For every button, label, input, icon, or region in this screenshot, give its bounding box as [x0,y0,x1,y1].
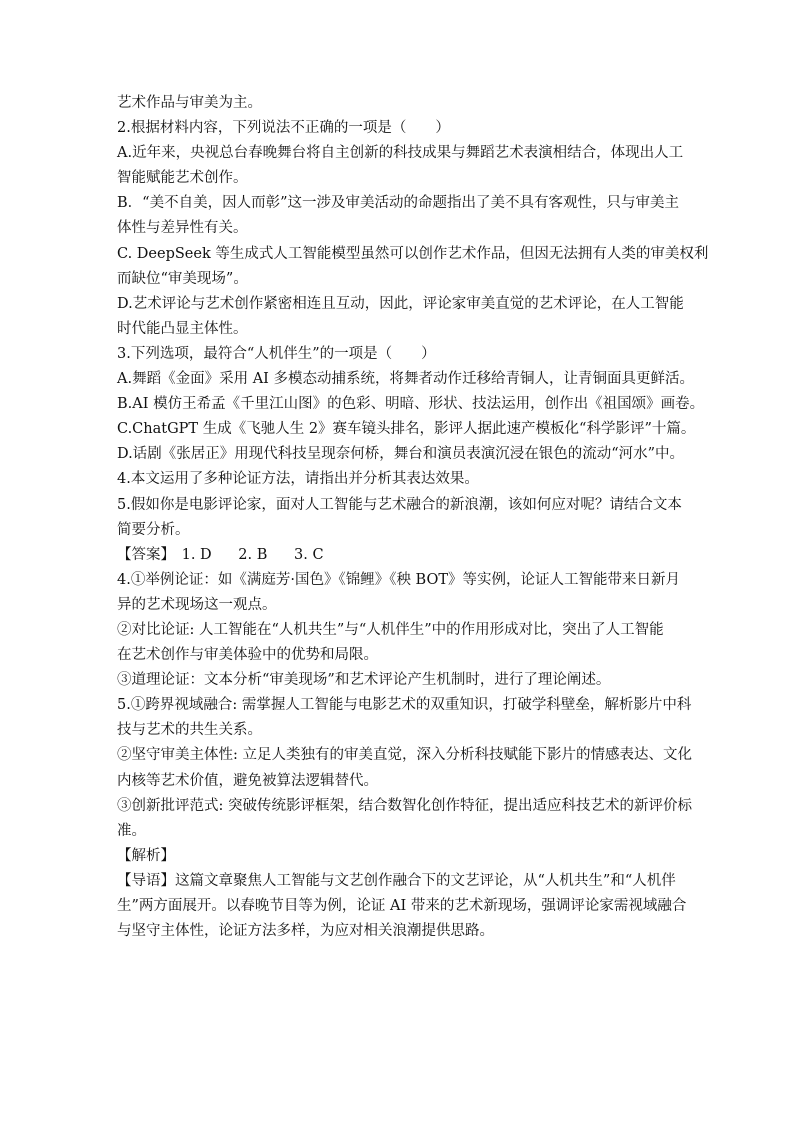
text-line: ②对比论证: 人工智能在“人机共生”与“人机伴生”中的作用形成对比，突出了人工智能 [117,621,664,638]
answer-row [117,543,682,568]
document-page [117,91,709,944]
text-line: 体性与差异性有关。 [117,220,248,237]
text-line: D.艺术评论与艺术创作紧密相连且互动，因此，评论家审美直觉的艺术评论，在人工智能 [117,295,684,312]
question-text [117,91,709,543]
text-line: C. DeepSeek 等生成式人工智能模型虽然可以创作艺术作品，但因无法拥有人类的审美权利 [117,245,709,262]
text-line: D.话剧《张居正》用现代科技呈现奈何桥，舞台和演员表演沉浸在银色的流动“河水”中。 [117,446,685,463]
answer-explanation-text [117,568,692,944]
text-line: 艺术作品与审美为主。 [117,95,262,111]
text-line: 3.下列选项，最符合“人机伴生”的一项是（ ） [117,345,436,362]
text-line: 4.①举例论证：如《满庭芳·国色》《锦鲤》《秧 BOT》等实例，论证人工智能带来日新月 [117,571,681,588]
text-line: A.舞蹈《金面》采用 AI 多模态动捕系统，将舞者动作迁移给青铜人，让青铜面具更鲜活。 [117,371,694,388]
text-line: 5.①跨界视域融合: 需掌握人工智能与电影艺术的双重知识，打破学科壁垒，解析影片中科 [117,697,692,714]
text-line: ③道理论证：文本分析“审美现场”和艺术评论产生机制时，进行了理论阐述。 [117,672,611,689]
text-line: 2.根据材料内容，下列说法不正确的一项是（ ） [117,120,450,137]
text-line: 内核等艺术价值，避免被算法逻辑替代。 [117,772,378,789]
text-line: 而缺位“审美现场”。 [117,270,248,287]
text-line: 【解析】 [117,847,175,864]
text-line: B.AI 模仿王希孟《千里江山图》的色彩、明暗、形状、技法运用，创作出《祖国颂》画卷。 [117,396,705,413]
text-line: 5.假如你是电影评论家，面对人工智能与艺术融合的新浪潮，该如何应对呢？请结合文本 [117,496,682,513]
answer-item: 1. D [181,546,212,563]
text-line: 准。 [117,822,146,839]
text-line: ③创新批评范式: 突破传统影评框架，结合数智化创作特征，提出适应科技艺术的新评价标 [117,797,692,814]
text-line: B．“美不自美，因人而彰”这一涉及审美活动的命题指出了美不具有客观性，只与审美主 [117,195,679,212]
text-line: 技与艺术的共生关系。 [117,722,262,739]
text-line: 与坚守主体性，论证方法多样，为应对相关浪潮提供思路。 [117,923,494,940]
text-line: 异的艺术现场这一观点。 [117,596,277,613]
text-line: 简要分析。 [117,521,190,538]
text-line: 【导语】这篇文章聚焦人工智能与文艺创作融合下的文艺评论，从“人机共生”和“人机伴 [117,872,676,889]
text-line: 在艺术创作与审美体验中的优势和局限。 [117,647,378,664]
text-line: 智能赋能艺术创作。 [117,170,248,187]
text-line: ②坚守审美主体性: 立足人类独有的审美直觉，深入分析科技赋能下影片的情感表达、文化 [117,747,692,764]
answer-item: 3. C [294,546,324,563]
text-line: 4.本文运用了多种论证方法，请指出并分析其表达效果。 [117,471,479,488]
answer-item: 2. B [238,546,268,563]
text-line: 时代能凸显主体性。 [117,320,248,337]
text-line: 生”两方面展开。以春晚节目等为例，论证 AI 带来的艺术新现场，强调评论家需视域融合 [117,898,687,914]
text-line: C.ChatGPT 生成《飞驰人生 2》赛车镜头排名，影评人据此速产模板化“科学影评”十篇。 [117,421,696,438]
answer-tag: 【答案】 [117,546,175,563]
text-line: A.近年来，央视总台春晚舞台将自主创新的科技成果与舞蹈艺术表演相结合，体现出人工 [117,145,684,162]
